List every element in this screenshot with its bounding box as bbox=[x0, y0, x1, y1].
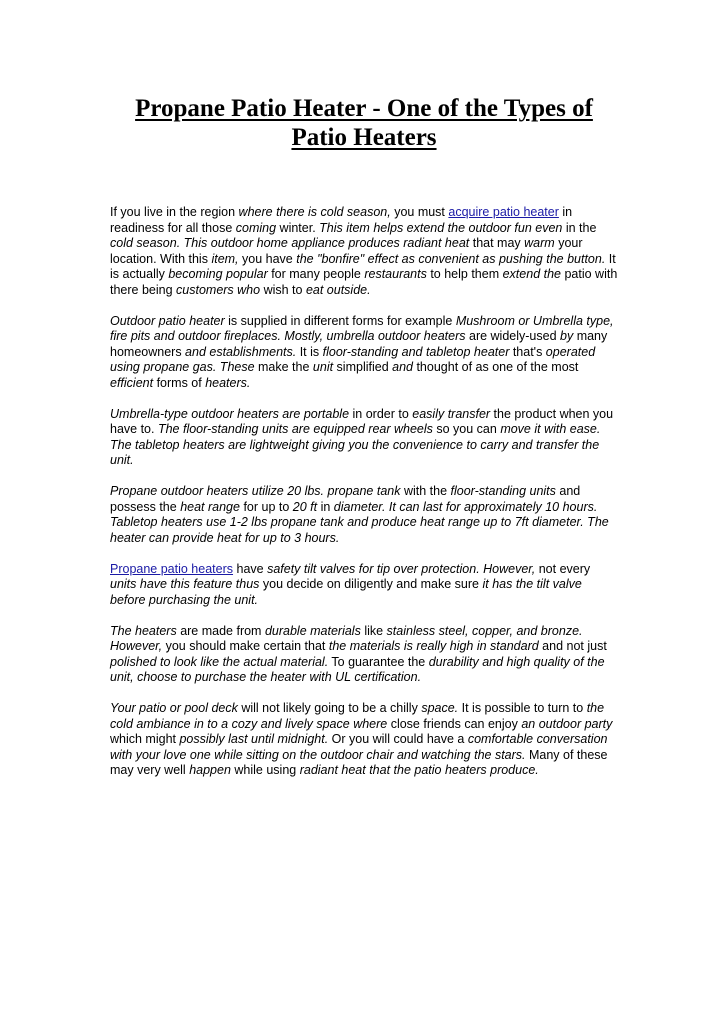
italic-text: 20 ft bbox=[292, 499, 318, 514]
italic-text: Mushroom or Umbrella type, fire pits and outdoor fireplaces. Mostly, umbrella outdoor heaters bbox=[110, 313, 614, 343]
paragraph bbox=[110, 701, 618, 779]
body-text: is supplied in different forms for example bbox=[224, 313, 456, 328]
italic-text: and bbox=[392, 360, 413, 374]
body-text: you decide on diligently and make sure bbox=[259, 577, 483, 591]
italic-text: efficient bbox=[110, 375, 154, 390]
body-text: winter. bbox=[276, 220, 320, 235]
body-text: your location. With this bbox=[110, 236, 583, 266]
italic-text: heat range bbox=[180, 499, 240, 514]
body-text: are widely-used bbox=[465, 329, 561, 343]
italic-text: unit bbox=[312, 360, 334, 374]
body-text: If you live in the region bbox=[110, 205, 239, 219]
body-text: with the bbox=[400, 484, 451, 498]
paragraph bbox=[110, 624, 618, 686]
body-text: and not just bbox=[538, 639, 607, 653]
body-text: thought of as one of the most bbox=[412, 360, 579, 374]
body-text: simplified bbox=[333, 360, 393, 374]
italic-text: where there is cold season, bbox=[238, 205, 391, 219]
body-text: patio with there being bbox=[110, 267, 618, 297]
body-text: which might bbox=[110, 732, 180, 746]
italic-text: radiant heat that the patio heaters produce. bbox=[299, 763, 539, 777]
italic-text: operated using propane gas. These bbox=[110, 344, 596, 374]
body-text: many homeowners bbox=[110, 329, 608, 359]
italic-text: floor-standing units bbox=[450, 484, 556, 498]
article-link[interactable]: acquire patio heater bbox=[448, 205, 559, 219]
body-text: in order to bbox=[349, 406, 413, 421]
italic-text: coming bbox=[235, 220, 277, 235]
italic-text: item, bbox=[211, 251, 239, 266]
italic-text: space. bbox=[421, 701, 459, 715]
italic-text: restaurants bbox=[364, 267, 427, 281]
body-text: that's bbox=[509, 344, 546, 359]
body-text: you should make certain that bbox=[162, 639, 329, 653]
italic-text: happen bbox=[189, 763, 231, 777]
body-text: for many people bbox=[267, 267, 365, 281]
italic-text: the cold ambiance in to a cozy and lively space where bbox=[110, 701, 605, 731]
paragraph bbox=[110, 205, 618, 298]
body-text: It is actually bbox=[110, 251, 616, 281]
body-text: To guarantee the bbox=[328, 654, 429, 669]
body-text: in the bbox=[562, 220, 597, 235]
italic-text: extend the bbox=[502, 267, 561, 281]
body-text: wish to bbox=[260, 282, 306, 297]
italic-text: floor-standing and tabletop heater bbox=[322, 344, 510, 359]
italic-text: becoming popular bbox=[168, 267, 268, 281]
body-text: you must bbox=[390, 205, 449, 219]
body-text: while using bbox=[230, 763, 300, 777]
body-text: in bbox=[317, 499, 334, 514]
body-text: forms of bbox=[153, 375, 206, 390]
italic-text: stainless steel, copper, and bronze. However, bbox=[110, 623, 583, 653]
italic-text: durable materials bbox=[264, 623, 361, 638]
body-text: to help them bbox=[426, 267, 503, 281]
paragraph bbox=[110, 484, 618, 546]
body-text: you have bbox=[238, 251, 297, 266]
body-text: are made from bbox=[176, 623, 265, 638]
italic-text: the materials is really high in standard bbox=[328, 639, 539, 653]
body-text: will not likely going to be a chilly bbox=[237, 701, 422, 715]
italic-text: Propane outdoor heaters utilize 20 lbs. propane tank bbox=[110, 484, 401, 498]
italic-text: Umbrella-type outdoor heaters are portable bbox=[110, 406, 350, 421]
italic-text: cold season. This outdoor home appliance produces radiant heat bbox=[110, 236, 470, 250]
body-text: Or you will could have a bbox=[328, 732, 468, 746]
italic-text: This item helps extend the outdoor fun even bbox=[319, 220, 563, 235]
paragraph bbox=[110, 314, 618, 392]
italic-text: possibly last until midnight. bbox=[179, 732, 329, 746]
italic-text: units have this feature thus bbox=[110, 577, 260, 591]
body-text: Many of these may very well bbox=[110, 747, 608, 777]
paragraph bbox=[110, 562, 618, 609]
italic-text: the "bonfire" effect as convenient as pushing the button. bbox=[296, 251, 606, 266]
italic-text: move it with ease. The tabletop heaters are lightweight giving you the convenience to carry and transfer the unit. bbox=[110, 422, 601, 467]
italic-text: durability and high quality of the unit, choose to purchase the heater with UL certification. bbox=[110, 654, 605, 684]
italic-text: eat outside. bbox=[305, 282, 371, 297]
italic-text: Outdoor patio heater bbox=[110, 313, 225, 328]
body-text: It is bbox=[296, 344, 323, 359]
body-text: make the bbox=[254, 360, 313, 374]
body-text: It is possible to turn to bbox=[458, 701, 587, 715]
italic-text: customers who bbox=[176, 282, 261, 297]
italic-text: it has the tilt valve before purchasing the unit. bbox=[110, 577, 582, 607]
italic-text: heaters. bbox=[205, 375, 251, 390]
body-text: have bbox=[233, 561, 268, 576]
italic-text: comfortable conversation with your love one while sitting on the outdoor chair and watching the stars. bbox=[110, 732, 608, 762]
body-text: for up to bbox=[239, 499, 293, 514]
page-title bbox=[110, 94, 618, 152]
paragraph bbox=[110, 407, 618, 469]
page-title-text: Propane Patio Heater - One of the Types of Patio Heaters bbox=[135, 95, 593, 151]
body-text: and possess the bbox=[110, 484, 581, 514]
italic-text: safety tilt valves for tip over protection. However, bbox=[267, 561, 536, 576]
italic-text: easily transfer bbox=[412, 406, 491, 421]
body-text: not every bbox=[535, 561, 591, 576]
italic-text: an outdoor party bbox=[521, 716, 613, 731]
body-text: close friends can enjoy bbox=[387, 716, 522, 731]
body-text: that may bbox=[469, 236, 525, 250]
italic-text: Your patio or pool deck bbox=[110, 701, 238, 715]
body-text: like bbox=[360, 623, 387, 638]
article-body bbox=[110, 205, 618, 794]
italic-text: polished to look like the actual material. bbox=[110, 654, 329, 669]
italic-text: by bbox=[560, 329, 574, 343]
italic-text: The heaters bbox=[110, 623, 177, 638]
body-text: in readiness for all those bbox=[110, 205, 573, 235]
italic-text: and establishments. bbox=[185, 344, 297, 359]
body-text: the product when you have to. bbox=[110, 406, 614, 436]
italic-text: diameter. It can last for approximately 10 hours. Tabletop heaters use 1-2 lbs propane tank and produce heat range up to 7ft diameter. The heater can provide heat for up to 3 hours. bbox=[110, 499, 609, 545]
article-link[interactable]: Propane patio heaters bbox=[110, 561, 234, 576]
body-text: so you can bbox=[432, 422, 501, 436]
italic-text: warm bbox=[524, 236, 555, 250]
italic-text: The floor-standing units are equipped rear wheels bbox=[157, 422, 433, 436]
